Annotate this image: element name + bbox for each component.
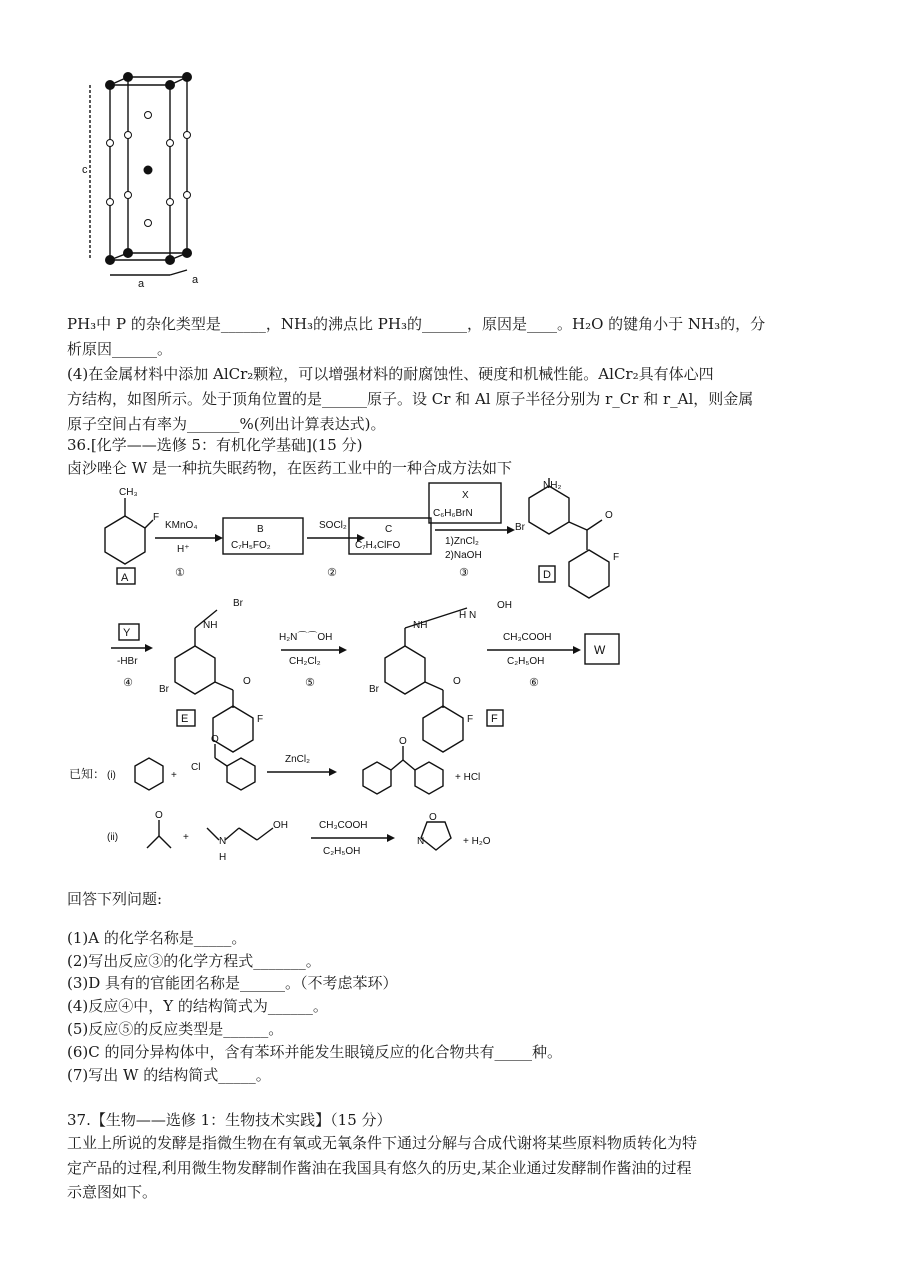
svg-text:C₇H₄ClFO: C₇H₄ClFO: [355, 540, 401, 551]
svg-text:O: O: [453, 676, 461, 687]
q36-5: (5)反应⑤的反应类型是______。: [67, 1020, 284, 1038]
svg-text:ZnCl₂: ZnCl₂: [285, 754, 310, 765]
svg-text:H N: H N: [459, 610, 477, 621]
svg-text:⑥: ⑥: [529, 677, 539, 689]
q35-line3: (4)在金属材料中添加 AlCr₂颗粒，可以增强材料的耐腐蚀性、硬度和机械性能。AlCr₂具有体心四: [67, 365, 714, 383]
svg-text:F: F: [467, 714, 474, 725]
svg-text:+: +: [183, 832, 189, 843]
svg-text:Br: Br: [233, 598, 243, 609]
svg-text:N: N: [219, 836, 227, 847]
svg-text:SOCl₂: SOCl₂: [319, 520, 347, 531]
svg-text:CH₃COOH: CH₃COOH: [319, 820, 368, 831]
svg-text:B: B: [257, 524, 264, 535]
svg-text:CH₃: CH₃: [119, 487, 138, 498]
svg-text:O: O: [429, 812, 437, 823]
svg-text:OH: OH: [273, 820, 288, 831]
svg-text:A: A: [121, 572, 129, 584]
svg-text:O: O: [243, 676, 251, 687]
svg-text:Br: Br: [159, 684, 169, 695]
svg-text:+ HCl: + HCl: [455, 772, 481, 783]
svg-text:KMnO₄: KMnO₄: [165, 520, 198, 531]
svg-text:C₂H₅OH: C₂H₅OH: [323, 846, 361, 857]
q35-line4: 方结构，如图所示。处于顶角位置的是______原子。设 Cr 和 Al 原子半径分别为 r_Cr 和 r_Al，则金属: [67, 390, 754, 408]
answer-intro: 回答下列问题:: [67, 890, 163, 908]
svg-text:NH₂: NH₂: [543, 480, 562, 491]
svg-text:④: ④: [123, 677, 133, 689]
svg-text:Y: Y: [123, 627, 131, 639]
svg-text:③: ③: [459, 567, 469, 579]
svg-text:(ii): (ii): [107, 832, 119, 843]
q36-1: (1)A 的化学名称是_____。: [67, 929, 247, 947]
svg-text:1)ZnCl₂: 1)ZnCl₂: [445, 536, 479, 547]
svg-text:+: +: [171, 770, 177, 781]
svg-text:Br: Br: [515, 522, 525, 533]
svg-text:H: H: [219, 852, 227, 863]
svg-text:CH₂Cl₂: CH₂Cl₂: [289, 656, 321, 667]
svg-text:N: N: [417, 836, 425, 847]
svg-text:Cl: Cl: [191, 762, 201, 773]
label-a: a: [138, 278, 145, 290]
svg-text:C₇H₅FO₂: C₇H₅FO₂: [231, 540, 271, 551]
svg-text:①: ①: [175, 567, 185, 579]
svg-text:-HBr: -HBr: [117, 656, 138, 667]
q36-intro: 卤沙唑仑 W 是一种抗失眠药物，在医药工业中的一种合成方法如下: [67, 459, 512, 477]
svg-text:⑤: ⑤: [305, 677, 315, 689]
q36-3: (3)D 具有的官能团名称是______。（不考虑苯环）: [67, 974, 398, 992]
svg-text:NH: NH: [203, 620, 218, 631]
svg-text:已知：: 已知：: [69, 767, 106, 781]
q35-line1: PH₃中 P 的杂化类型是______，NH₃的沸点比 PH₃的______，原因是____。H₂O 的键角小于 NH₃的，分: [67, 315, 766, 333]
q36-header: 36.[化学——选修 5：有机化学基础](15 分): [67, 436, 363, 454]
svg-text:X: X: [462, 490, 469, 501]
label-a2: a: [192, 274, 199, 286]
svg-text:OH: OH: [497, 600, 512, 611]
q37-p3: 示意图如下。: [67, 1183, 158, 1201]
svg-text:E: E: [181, 713, 189, 725]
q36-4: (4)反应④中，Y 的结构简式为______。: [67, 997, 328, 1015]
q35-line5: 原子空间占有率为_______%(列出计算表达式)。: [67, 415, 386, 433]
q36-6: (6)C 的同分异构体中，含有苯环并能发生眼镜反应的化合物共有_____种。: [67, 1043, 562, 1061]
q37-p1: 工业上所说的发酵是指微生物在有氧或无氧条件下通过分解与合成代谢将某些原料物质转化为特: [67, 1134, 698, 1152]
svg-text:(i): (i): [107, 770, 116, 781]
q37-p2: 定产品的过程,利用微生物发酵制作酱油在我国具有悠久的历史,某企业通过发酵制作酱油的过程: [67, 1159, 692, 1177]
q37-header: 37.【生物——选修 1：生物技术实践】（15 分）: [67, 1111, 392, 1129]
svg-text:+ H₂O: + H₂O: [463, 836, 491, 847]
svg-text:NH: NH: [413, 620, 428, 631]
svg-text:D: D: [543, 569, 551, 581]
svg-text:F: F: [153, 512, 160, 523]
svg-text:O: O: [211, 734, 219, 745]
svg-text:②: ②: [327, 567, 337, 579]
svg-text:C: C: [385, 524, 393, 535]
q36-2: (2)写出反应③的化学方程式_______。: [67, 952, 321, 970]
q35-line2: 析原因______。: [67, 340, 173, 358]
svg-text:2)NaOH: 2)NaOH: [445, 550, 482, 561]
label-c: c: [82, 164, 88, 176]
svg-text:F: F: [491, 713, 498, 725]
svg-text:F: F: [613, 552, 620, 563]
svg-text:H⁺: H⁺: [177, 544, 190, 555]
svg-text:C₂H₅OH: C₂H₅OH: [507, 656, 545, 667]
svg-text:O: O: [399, 736, 407, 747]
synthesis-scheme: [67, 478, 667, 878]
svg-text:Br: Br: [369, 684, 379, 695]
q36-7: (7)写出 W 的结构简式_____。: [67, 1066, 271, 1084]
svg-text:O: O: [155, 810, 163, 821]
crystal-structure-figure: [80, 65, 220, 290]
svg-text:F: F: [257, 714, 264, 725]
svg-text:CH₃COOH: CH₃COOH: [503, 632, 552, 643]
svg-text:W: W: [594, 643, 606, 657]
svg-text:H₂N⌒⌒OH: H₂N⌒⌒OH: [279, 632, 333, 643]
svg-text:O: O: [605, 510, 613, 521]
svg-text:C₆H₆BrN: C₆H₆BrN: [433, 508, 473, 519]
